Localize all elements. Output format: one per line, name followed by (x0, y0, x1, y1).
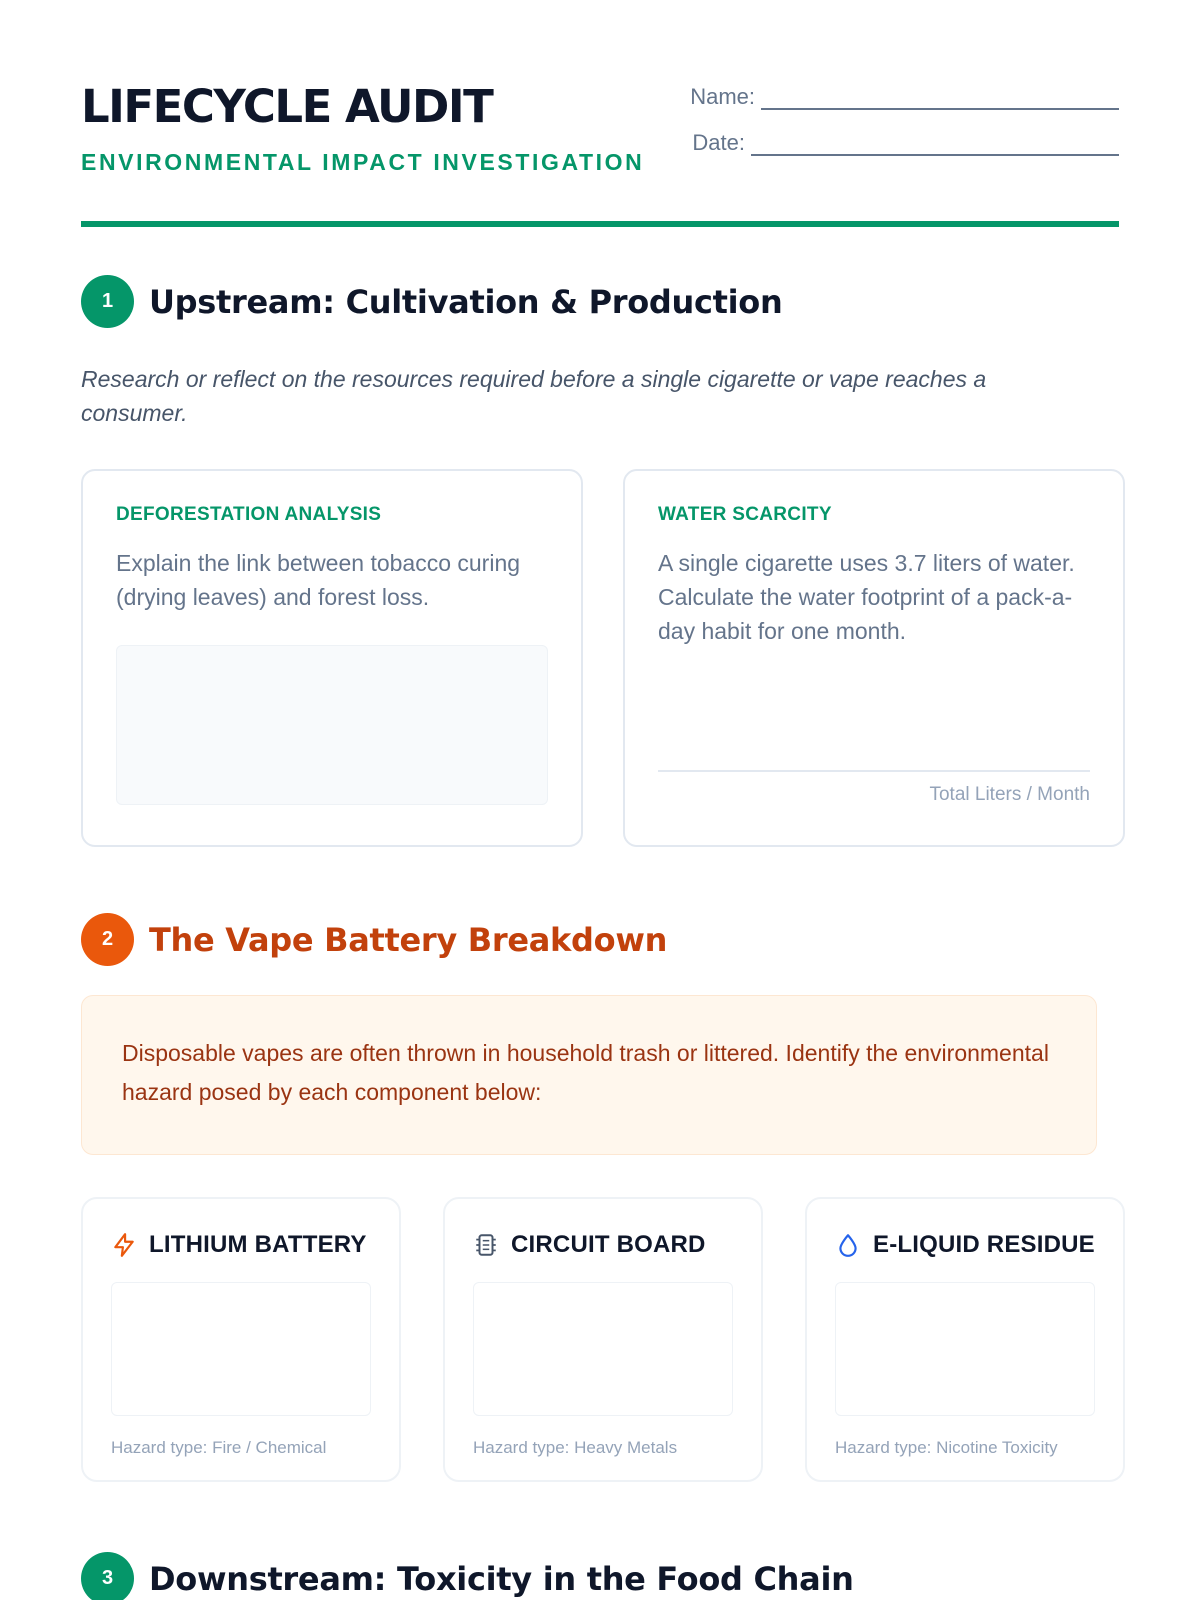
circuit-board-card (443, 1197, 763, 1482)
circuit-board-title: CIRCUIT BOARD (511, 1231, 706, 1258)
e-liquid-answer-box[interactable] (835, 1282, 1095, 1416)
lithium-battery-title: LITHIUM BATTERY (149, 1231, 367, 1258)
circuit-board-heading (473, 1231, 706, 1259)
deforestation-card (81, 469, 583, 847)
lithium-battery-heading (111, 1231, 367, 1259)
vape-callout: Disposable vapes are often thrown in household trash or littered. Identify the environmental hazard posed by each component below: (81, 995, 1097, 1155)
name-field[interactable] (690, 84, 1119, 110)
section-3-title: Downstream: Toxicity in the Food Chain (149, 1559, 854, 1598)
section-1-heading (81, 275, 782, 328)
e-liquid-hazard: Hazard type: Nicotine Toxicity (835, 1438, 1058, 1457)
lithium-battery-card (81, 1197, 401, 1482)
lightning-icon (111, 1232, 137, 1258)
section-1-title: Upstream: Cultivation & Production (149, 282, 783, 321)
circuit-board-hazard: Hazard type: Heavy Metals (473, 1438, 678, 1457)
deforestation-answer-box[interactable] (116, 645, 548, 805)
section-2-title: The Vape Battery Breakdown (149, 920, 668, 959)
lithium-battery-answer-box[interactable] (111, 1282, 371, 1416)
name-label: Name: (690, 84, 755, 109)
lithium-battery-hazard: Hazard type: Fire / Chemical (111, 1438, 327, 1457)
date-line[interactable] (751, 134, 1119, 156)
chip-icon (473, 1232, 499, 1258)
date-field[interactable] (692, 130, 1119, 156)
droplet-icon (835, 1232, 861, 1258)
section-3-heading (81, 1552, 854, 1600)
section-2-heading (81, 913, 667, 966)
e-liquid-heading (835, 1231, 1095, 1259)
deforestation-prompt: Explain the link between tobacco curing (drying leaves) and forest loss. (116, 550, 521, 610)
section-2-badge: 2 (81, 913, 134, 966)
deforestation-label: DEFORESTATION ANALYSIS (116, 504, 382, 525)
section-1-badge: 1 (81, 275, 134, 328)
date-label: Date: (692, 130, 745, 155)
page-subtitle: ENVIRONMENTAL IMPACT INVESTIGATION (81, 149, 645, 175)
section-1-intro: Research or reflect on the resources required before a single cigarette or vape reaches a consumer. (81, 366, 987, 426)
name-line[interactable] (761, 88, 1119, 110)
water-scarcity-prompt: A single cigarette uses 3.7 liters of water. Calculate the water footprint of a pack-a-day habit for one month. (658, 550, 1075, 644)
water-answer-line[interactable] (658, 770, 1090, 772)
water-scarcity-label: WATER SCARCITY (658, 504, 832, 525)
section-3-badge: 3 (81, 1552, 134, 1600)
water-result-label: Total Liters / Month (929, 784, 1090, 805)
header-divider (81, 221, 1119, 227)
water-scarcity-card (623, 469, 1125, 847)
circuit-board-answer-box[interactable] (473, 1282, 733, 1416)
page-header (81, 0, 1119, 227)
e-liquid-card (805, 1197, 1125, 1482)
page-title: LIFECYCLE AUDIT (81, 80, 493, 133)
e-liquid-title: E-LIQUID RESIDUE (873, 1231, 1095, 1258)
